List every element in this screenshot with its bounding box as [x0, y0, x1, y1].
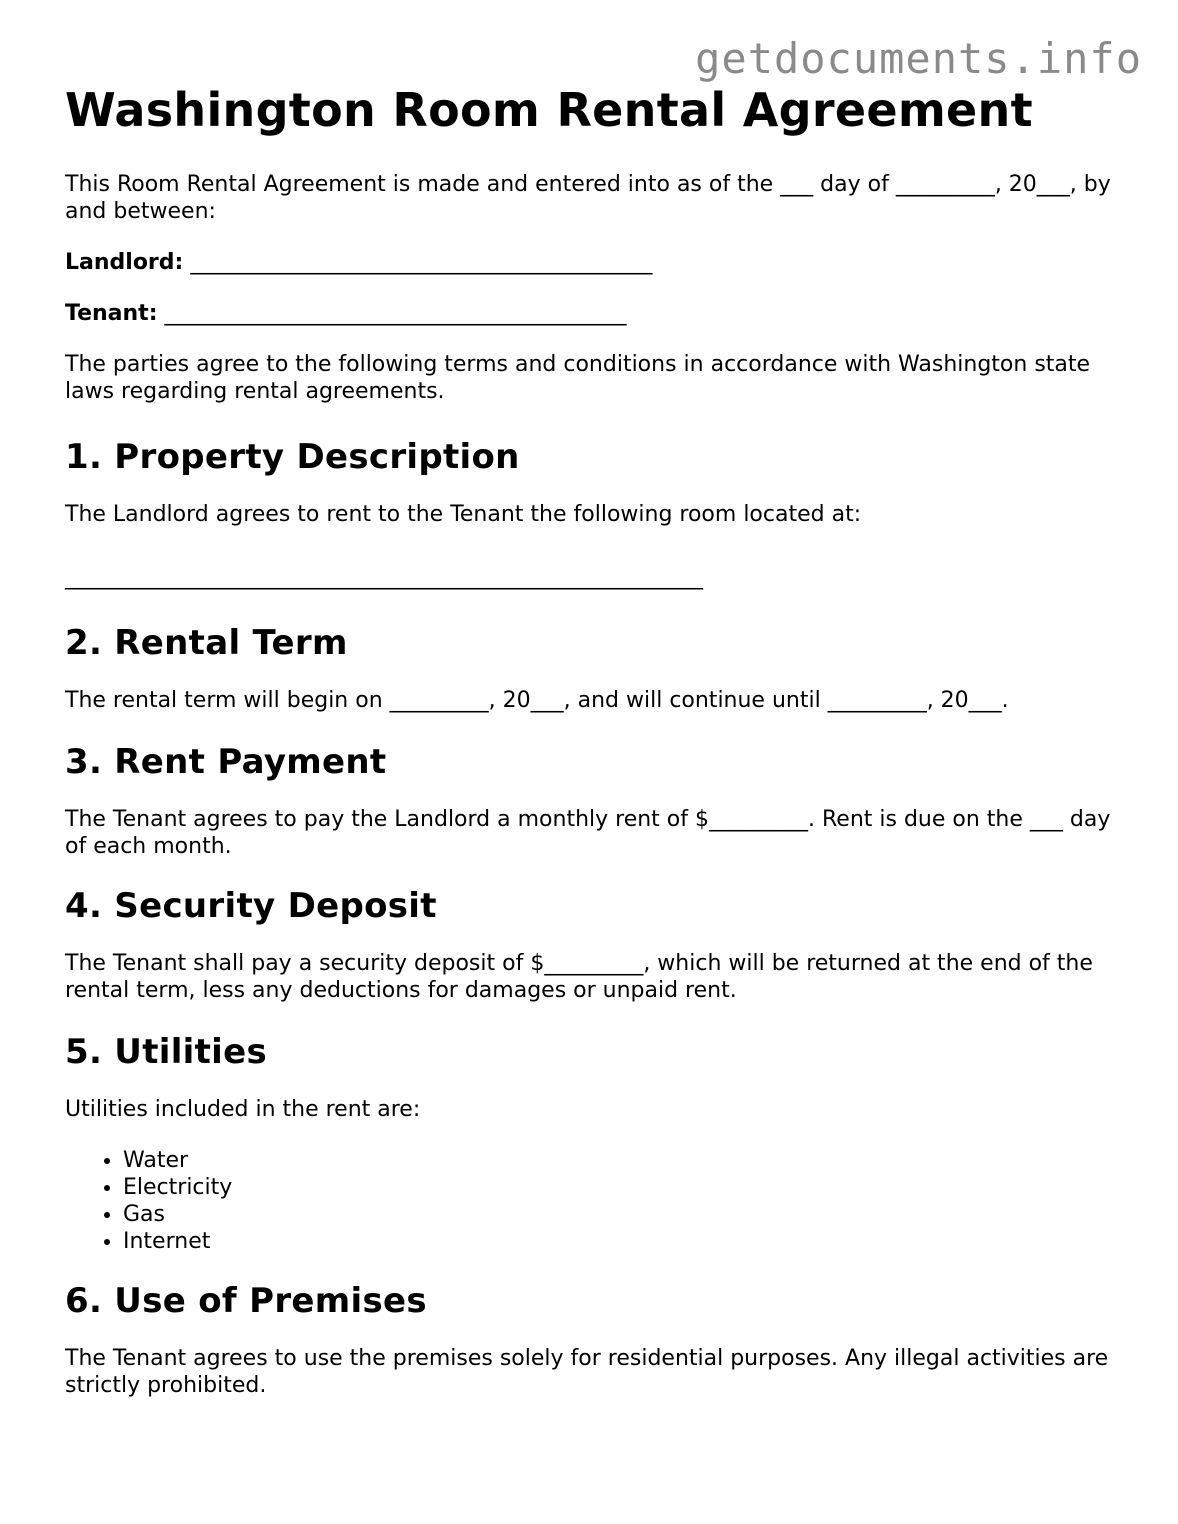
section-heading: 3. Rent Payment — [65, 742, 387, 782]
section-body: The Tenant agrees to pay the Landlord a monthly rent of $_________. Rent is due on the ___ day of each month. — [65, 807, 1111, 859]
section-body: Utilities included in the rent are: — [65, 1097, 421, 1122]
section-rent-payment — [65, 742, 1125, 860]
section-utilities — [65, 1032, 1125, 1255]
section-property-description — [65, 437, 1125, 591]
document-page — [65, 82, 1125, 1399]
section-heading: 5. Utilities — [65, 1032, 268, 1072]
section-body: The Landlord agrees to rent to the Tenant the following room located at: — [65, 502, 862, 527]
list-item: • Gas — [123, 1201, 1125, 1228]
landlord-line — [65, 249, 1125, 276]
section-heading: 1. Property Description — [65, 437, 520, 477]
utilities-list — [65, 1147, 1125, 1255]
list-item: • Internet — [123, 1228, 1125, 1255]
watermark: getdocuments.info — [695, 34, 1142, 83]
address-blank: __________________________________________________________ — [65, 565, 703, 590]
tenant-label: Tenant: — [65, 301, 158, 326]
section-security-deposit — [65, 886, 1125, 1004]
tenant-line — [65, 300, 1125, 327]
landlord-blank: __________________________________________ — [190, 250, 653, 275]
section-heading: 2. Rental Term — [65, 623, 348, 663]
list-item: • Electricity — [123, 1174, 1125, 1201]
section-heading: 6. Use of Premises — [65, 1281, 427, 1321]
tenant-blank: __________________________________________ — [164, 301, 627, 326]
landlord-label: Landlord: — [65, 250, 184, 275]
document-title: Washington Room Rental Agreement — [65, 83, 1033, 137]
list-item: • Water — [123, 1147, 1125, 1174]
section-rental-term — [65, 623, 1125, 714]
intro-paragraph: This Room Rental Agreement is made and entered into as of the ___ day of _________, 20___, by and between: — [65, 172, 1111, 224]
section-use-of-premises — [65, 1281, 1125, 1399]
terms-intro: The parties agree to the following terms and conditions in accordance with Washington state laws regarding rental agreements. — [65, 352, 1091, 404]
section-body: The Tenant shall pay a security deposit of $_________, which will be returned at the end of the rental term, less any deductions for damages or unpaid rent. — [65, 951, 1093, 1003]
section-heading: 4. Security Deposit — [65, 886, 437, 926]
section-body: The rental term will begin on _________, 20___, and will continue until _________, 20___. — [65, 688, 1009, 713]
section-body: The Tenant agrees to use the premises solely for residential purposes. Any illegal activities are strictly prohibited. — [65, 1346, 1109, 1398]
